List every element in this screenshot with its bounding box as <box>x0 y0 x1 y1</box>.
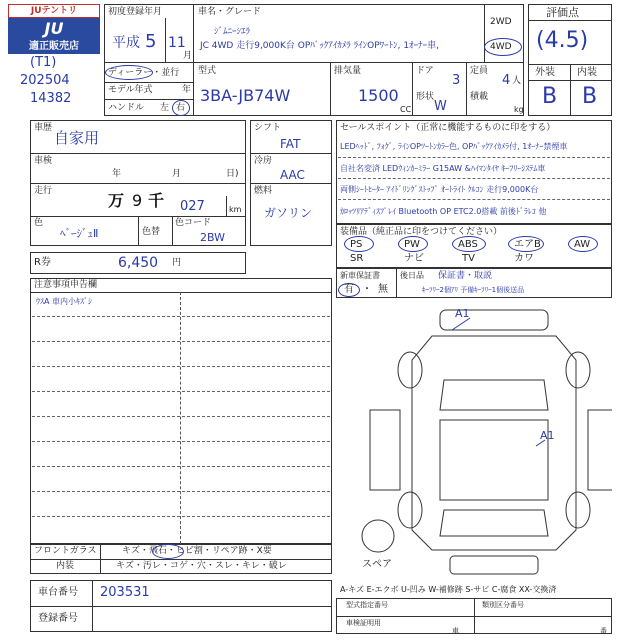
fuel-label: 燃料 <box>254 186 273 196</box>
equip-navi: ナビ <box>404 253 424 264</box>
diagram-mark-front: A1 <box>455 307 470 320</box>
mileage-unit: km <box>229 205 242 214</box>
equip-airbag: エアB <box>514 239 541 250</box>
logo-bottom: 適正販売店 <box>8 40 100 54</box>
shift-label: シフト <box>254 123 282 133</box>
doors-value: 3 <box>452 73 461 88</box>
front-glass-label: フロントガラス <box>34 546 97 556</box>
color-change-label: 色替 <box>142 227 161 237</box>
notes-text: ｳｽA 車内小ｷｽﾞｼ <box>36 297 93 306</box>
ref-num1: 202504 <box>20 73 70 88</box>
footer-c2: 類別区分番号 <box>482 601 524 609</box>
interior-label: 内装 <box>56 561 75 571</box>
shaken-year: 年 <box>112 169 122 179</box>
ac-label: 冷房 <box>254 156 273 166</box>
warranty-yes: 有 <box>344 284 354 295</box>
equip-abs: ABS <box>458 239 478 250</box>
spare-label: スペア <box>362 559 392 570</box>
equip-ps-circle <box>344 236 374 252</box>
mileage-nine: 9 <box>132 191 143 210</box>
recycle-label: R券 <box>34 257 51 268</box>
displacement-value: 1500 <box>358 86 399 105</box>
diagram-mark-side: A1 <box>540 429 555 442</box>
drive-2wd: 2WD <box>490 17 512 27</box>
int-value: B <box>582 84 598 109</box>
after-note: ｷｰﾌﾘｰ2個ｱﾘ 予備ｷｰﾌﾘｰ1個後送品 <box>422 286 525 294</box>
usage-value: 自家用 <box>54 129 100 147</box>
first-reg-year: 5 <box>145 31 157 52</box>
recycle-unit: 円 <box>172 258 182 268</box>
int-label: 内装 <box>577 67 597 78</box>
footer-c5: 番 <box>600 627 607 635</box>
name-label: 車名・グレード <box>198 7 262 17</box>
load-label: 積載 <box>470 92 489 102</box>
equip-aw-circle <box>568 236 598 252</box>
ac-value: AAC <box>280 168 305 182</box>
damage-legend: A-キズ E-エクボ U-凹み W-補修跡 S-サビ C-腐食 XX-交換済 <box>340 585 557 594</box>
type-value: 3BA-JB74W <box>200 86 291 105</box>
handle-label: ハンドル <box>108 103 145 113</box>
model-year-label: モデル年式 <box>108 85 153 95</box>
usage-label: 車歴 <box>34 123 53 133</box>
notes-box <box>30 278 332 544</box>
fuel-value: ガソリン <box>264 206 313 220</box>
mileage-rest: 027 <box>180 199 205 214</box>
front-glass-circle <box>152 544 184 559</box>
front-glass-text: キズ・飛石・ヒビ割・リペア跡・X要 <box>122 546 272 556</box>
first-reg-month-unit: 月 <box>183 51 193 61</box>
shape-label: 形状 <box>416 92 435 102</box>
ref-num2: 14382 <box>30 91 72 106</box>
logo-mid: JU <box>8 18 100 40</box>
equip-airbag-circle <box>508 236 544 252</box>
drive-4wd: 4WD <box>490 42 512 52</box>
equip-pw: PW <box>404 239 420 250</box>
color-code-label: 色コード <box>175 218 212 228</box>
recycle-value: 6,450 <box>118 255 159 271</box>
mileage-label: 走行 <box>34 186 53 196</box>
color-code: 2BW <box>200 231 226 244</box>
logo <box>8 4 100 62</box>
points-line-3: 両側ｼｰﾄﾋｰﾀｰ ｱｲﾄﾞﾘﾝｸﾞｽﾄｯﾌﾟ ｵｰﾄﾗｲﾄ ｸﾙｺﾝ 走行9,000K台 <box>340 185 539 194</box>
rating-value: (4.5) <box>536 28 589 53</box>
displacement-label: 排気量 <box>334 66 362 76</box>
after-value: 保証書・取説 <box>438 271 493 281</box>
chassis-value: 203531 <box>100 585 150 600</box>
ref-code: (T1) <box>30 55 57 70</box>
ext-value: B <box>542 84 558 109</box>
equip-ps: PS <box>350 239 363 250</box>
handle-left: 左 <box>160 103 170 113</box>
first-reg-label: 初度登録年月 <box>108 7 163 17</box>
footer-c4: 車 <box>452 627 459 635</box>
ext-label: 外装 <box>535 67 555 78</box>
shaken-label: 車検 <box>34 156 53 166</box>
rating-label: 評価点 <box>546 6 579 19</box>
warranty-label: 新車保証書 <box>340 271 380 280</box>
points-line-4: ｶﾛｯﾂﾘｱﾃﾞｨｽﾌﾟﾚｲ Bluetooth OP ETC2.0搭載 前後ﾄﾞﾗﾚｺ 他 <box>340 207 547 216</box>
equip-abs-circle <box>452 236 486 252</box>
footer-c1: 型式指定番号 <box>346 601 388 609</box>
car-name: ｼﾞﾑﾆｰｼｴﾗ <box>214 27 251 37</box>
warranty-no: 無 <box>378 284 388 295</box>
logo-top: JUテントリ <box>8 4 100 18</box>
regno-label: 登録番号 <box>38 613 78 624</box>
load-unit: kg <box>514 105 524 114</box>
points-line-2: 自社名変済 LEDｳｨﾝｶｰﾐﾗｰ G15AW &ﾊｲﾏﾝﾀｲﾔ ｷｰﾌﾘｰｼｽﾃﾑ車 <box>340 164 546 173</box>
interior-text: キズ・汚レ・コゲ・穴・スレ・キレ・破レ <box>116 561 287 571</box>
displacement-unit: CC <box>400 105 412 114</box>
after-label: 後日品 <box>400 271 424 280</box>
handle-right: 右 <box>176 103 186 113</box>
doors-label: ドア <box>416 66 434 76</box>
color-label: 色 <box>34 218 44 228</box>
footer-c3: 車検証明用 <box>346 619 381 627</box>
car-damage-diagram <box>340 300 612 580</box>
equip-title: 装備品（純正品に印をつけてください） <box>340 227 503 237</box>
warranty-sep: ・ <box>362 284 372 295</box>
first-reg-era: 平成 <box>112 35 140 51</box>
equip-pw-circle <box>398 236 428 252</box>
model-year-unit: 年 <box>182 85 192 95</box>
mileage-sen: 千 <box>148 191 165 210</box>
shape-value: W <box>434 99 447 114</box>
car-grade: JC 4WD 走行9,000K台 OPﾊﾞｯｸｱｲｶﾒﾗ ﾗｲﾝOPﾜｰﾄﾝ, 1ｵｰﾅｰ車, <box>200 41 439 51</box>
dealer-label: ディーラー・並行 <box>108 68 180 78</box>
capacity-label: 定員 <box>470 66 489 76</box>
equip-leather: カワ <box>514 253 534 264</box>
mileage-man: 万 <box>108 191 125 210</box>
notes-label: 注意事項申告欄 <box>34 280 98 290</box>
equip-sr: SR <box>350 253 364 264</box>
type-label: 型式 <box>198 66 217 76</box>
shaken-month: 月 <box>172 169 182 179</box>
shift-value: FAT <box>280 137 301 151</box>
first-reg-month: 11 <box>168 35 186 51</box>
equip-tv: TV <box>462 253 475 264</box>
points-line-1: LEDﾍｯﾄﾞ, ﾌｫｸﾞ, ﾗｲﾝOPﾂｰﾄﾝｶﾗｰ色, OPﾊﾞｯｸｱｲｶﾒﾗ付, 1ｵｰﾅｰ禁煙車 <box>340 142 568 151</box>
shaken-day: 日) <box>226 169 239 179</box>
color-value: ﾍﾞｰｼﾞｭⅡ <box>60 227 99 240</box>
capacity-unit: 人 <box>512 76 522 86</box>
capacity-value: 4 <box>502 73 511 88</box>
equip-aw: AW <box>574 239 591 250</box>
points-title: セールスポイント（正常に機能するものに印をする） <box>340 123 556 133</box>
chassis-label: 車台番号 <box>38 587 78 598</box>
